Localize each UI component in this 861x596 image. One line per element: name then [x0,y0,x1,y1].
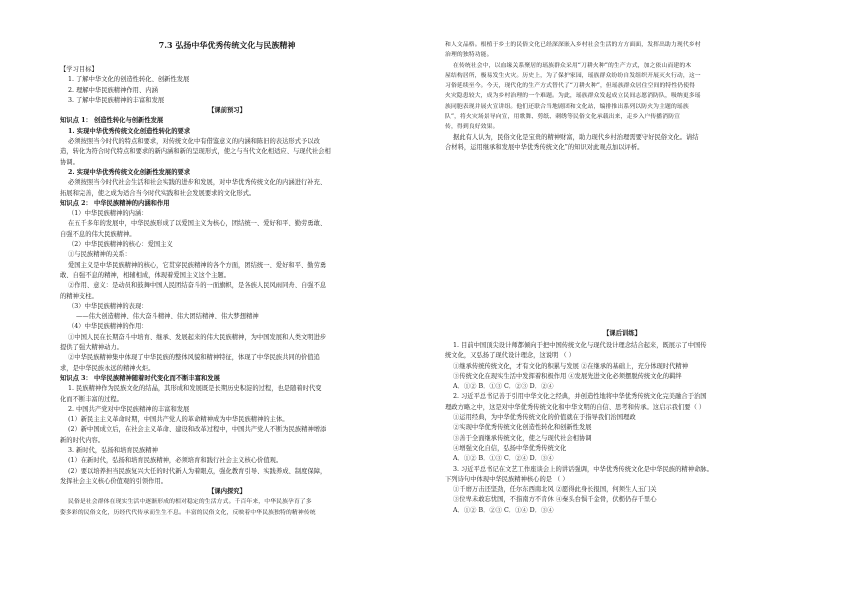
question-line: ①运用经典，为中华优秀传统文化的价值就在于指导我们治国理政 [453,414,636,422]
text-line: 爱国主义是中华民族精神的核心，它贯穿民族精神的各个方面，团结统一、爱好和平、勤劳勇 [68,261,327,269]
text-line: 【课内探究】 [208,488,246,496]
text-line: ②作用、意义：是动员和鼓舞中国人民团结奋斗的一面旗帜，是各族人民风雨同舟、自强不息 [68,282,327,290]
text-line: 2. 理解中华民族精神作用、内涵 [68,86,158,94]
question-line: ③传统文化在现实生活中发挥着积极作用 ④发展先进文化必须摆脱传统文化的羁绊 [453,372,682,380]
text-line: 火灾隐患较大，成为乡村治理的一个难题。为此，瑶族群众发起成立民间志愿消防队，吸纳更多瑶 [445,93,701,100]
question-line: 1. 目前中国顶尖设计师都倾向于把中国传统文化与现代设计理念结合起来，既展示了中国传 [453,342,707,349]
left-column [60,0,394,596]
text-line: ②中华民族精神集中体现了中华民族的整体风貌和精神特征，体现了中华民族共同的价值追 [68,354,320,362]
question-line: ④增强文化自信，弘扬中华优秀传统文化 [453,444,567,452]
text-line: 协调。 [60,158,79,166]
text-line: 知识点 1： 创造性转化与创新性发展 [60,117,164,125]
question-line: 下列诗句中体现中华民族精神核心的是 （ ） [445,475,569,483]
question-line: ①继承传统传统文化，才有文化的积累与发展 ②在继承的基础上，充分体现时代精神 [453,362,688,370]
text-line: ①中国人民在长期奋斗中培育、继承、发展起来的伟大民族精神，为中国发展和人类文明进步 [68,333,327,341]
question-line: 3. 习近平总书记在文艺工作座谈会上的讲话强调，中华优秀传统文化是中华民族的精神命脉。 [453,465,713,473]
text-line: 习俗延续至今。今天，现代化的生产方式替代了“刀耕火种”，但瑶族群众居住空间的特性仍使得 [445,83,696,90]
text-line: 族同胞表现并展火宣讲组。他们还联合当地剧团和文化站，编排推出系列以防火为主题的瑶族 [445,103,689,110]
text-line: 知识点 3： 中华民族精神随着时代变化而不断丰富和发展 [60,374,220,382]
question-line: ①千磨万击还坚劲，任尔东西南北风 ②愿得此身长报国，何须生人玉门关 [453,486,657,494]
text-line: (2）要以培养担当民族复兴大任的时代新人为着眼点，强化教育引导、实践养成、制度保障， [68,467,327,475]
text-line: 提供了强大精神动力。 [60,344,123,352]
question-line: ③善于全面继承传统文化，使之与现代社会相协调 [453,434,592,442]
document-title: 7.3 弘扬中华优秀传统文化与民族精神 [158,40,296,50]
text-line: 队”，将火灾场景导向宣，用歌舞、剪纸、刺绣等民俗文化承载出来，走乡入户传播消防宣 [445,114,681,121]
question-line: A．①② B．①③ C．②④ D．③④ [453,455,554,463]
text-line: 知识点 2： 中华民族精神的内涵和作用 [60,199,170,207]
right-column-body [445,40,799,153]
left-column-body [60,65,394,518]
text-line: 自强不息的伟大民族精神。 [60,230,136,238]
text-line: (2）新中国成立后，在社会主义革命、建设和改革过程中，中国共产党人不断为民族精神增添 [68,426,327,434]
text-line: 2. 中国共产党对中华民族精神的丰富和发展 [68,405,190,413]
text-line: 1. 民族精神作为民族文化的结晶，其形成和发展既是长期历史积淀的过程，也是随着时代变 [68,385,322,393]
text-line: 造，转化为符合时代特点和要求的新内涵和新的呈现形式，使之与当代文化相适应、与现代社会相 [60,148,331,156]
text-line: 合材料，运用继承和发展中华优秀传统文化”的知识对此观点加以评析。 [445,143,644,151]
text-line: 求，是中华民族永远的精神火炬。 [60,364,155,372]
text-line: 化而不断丰富的过程。 [60,395,123,403]
text-line: 在五千多年的发展中，中华民族形成了以爱国主义为核心，团结统一、爱好和平、勤劳勇敢、 [68,220,327,228]
text-line: 敢、自强不息的精神，相辅相成，体现着爱国主义这个主题。 [60,271,231,279]
text-line: 必须按照当今时代的特点和要求，对传统文化中有借鉴意义的内涵和陈旧的表达形式予以改 [68,138,320,146]
text-line: 治理的独特功能。 [445,52,493,59]
text-line: 3. 了解中华民族精神的丰富和发展 [68,96,165,104]
text-line: 姿多彩的民俗文化，历经代代传承而生生不息。丰富的民俗文化，反映着中华民族独特的精神传统 [60,509,316,516]
text-line: 和人文品格。根植于乡土的民俗文化已经深深嵌入乡村社会生活的方方面面，发挥出助力现代乡村 [445,42,701,48]
text-line: 民俗是社会群体在现实生活中逐渐形成的相对稳定的生活方式。千百年来，中华民族孕育了多 [68,499,312,506]
text-line: 1. 实现中华优秀传统文化创造性转化的要求 [68,127,191,135]
text-line: 3. 新时代，弘扬和培育民族精神 [68,446,158,454]
question-line: A．①② B．②③ C．①④ D．③④ [453,506,554,514]
question-line: A．①② B．①③ C．②③ D．②④ [453,383,554,391]
text-line: 必须按照当今时代社会生活和社会实践的进步和发展，对中华优秀传统文化的内涵进行补充、 [68,179,327,187]
question-line: ②实现中华优秀传统文化创造性转化和创新性发展 [453,424,592,432]
text-line: 据此有人认为，民俗文化是宝贵的精神财富，助力现代乡村治理需要守好民俗文化。请结 [453,133,699,141]
text-line: 【课前预习】 [208,107,246,115]
practice-heading: 【课后训练】 [603,330,641,337]
text-line: 2. 实现中华优秀传统文化创新性发展的要求 [68,168,191,176]
right-column [445,0,799,596]
question-line: ③位卑未敢忘忧国，不指南方不肯休 ④秦头台惧千金骨，伏枥仍存千里心 [453,496,657,504]
text-line: 发挥社会主义核心价值观的引领作用。 [60,477,168,485]
text-line: （4）中华民族精神的作用： [68,323,148,331]
question-line: 统文化，又弘扬了现代设计理念，这说明 （ ） [445,352,575,360]
text-line: 在传统社会中，以血缘关系聚居的瑶族群众采用“刀耕火种”的生产方式，加之依山而建的木 [453,62,692,69]
text-line: ①与民族精神的关系： [68,251,131,259]
practice-questions [445,341,799,516]
text-line: （1）中华民族精神的内涵： [68,210,148,218]
text-line: 屋结构居所，极易发生火灾。历史上，为了保护家园，瑶族群众纷纷自发组织开展灭火行动，这一 [445,72,701,79]
text-line: ——伟大创造精神、伟大奋斗精神、伟大团结精神、伟大梦想精神 [76,313,259,321]
text-line: （3）中华民族精神的表现： [68,302,148,310]
text-line: 的精神支柱。 [60,292,98,300]
text-line: 传，得到良好效果。 [445,124,499,131]
text-line: 【学习目标】 [60,66,98,73]
text-line: 1. 了解中华文化的创造性转化、创新性发展 [68,76,190,84]
text-line: 新的时代内容。 [60,436,105,444]
text-line: （2）中华民族精神的核心：爱国主义 [68,241,173,249]
question-line: 2. 习近平总书记善于引用中华文化之经典，并创造性地将中华优秀传统文化完美融合于治国 [453,393,707,401]
question-line: 理政方略之中，这是对中华优秀传统文化和中华文明的自信、思考和传承。这启示我们要（ ） [445,403,706,411]
text-line: 拓展和完善，使之成为适合当今时代实践和社会发展要求的文化形式。 [60,189,256,197]
text-line: (1）新民主主义革命时期，中国共产党人的革命精神成为中华民族精神的主体。 [68,416,289,424]
text-line: (1）在新时代，弘扬和培育民族精神，必须培育和践行社会主义核心价值观。 [68,457,283,465]
